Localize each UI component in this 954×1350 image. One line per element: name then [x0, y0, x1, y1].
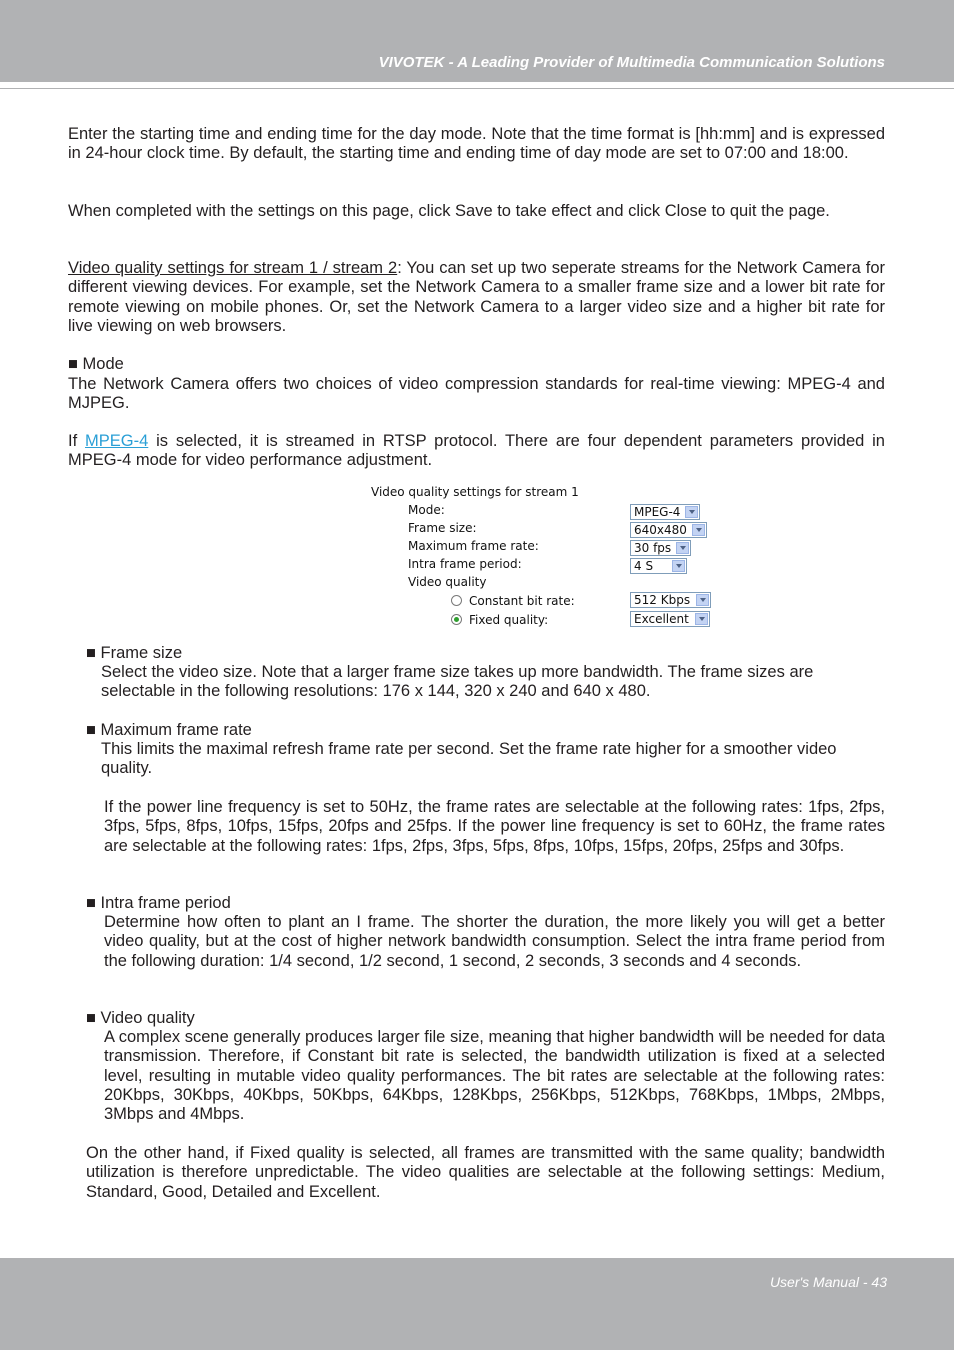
video-quality-label: Video quality: [408, 575, 487, 589]
mode-select-value: MPEG-4: [634, 505, 681, 519]
chevron-down-icon: [696, 594, 709, 606]
page-number: User's Manual - 43: [769, 1274, 887, 1290]
video-quality-settings-panel: [368, 482, 718, 632]
intra-frame-period-select[interactable]: [630, 558, 687, 574]
mpeg4-link[interactable]: MPEG-4: [85, 432, 149, 450]
max-frame-rate-heading: ■ Maximum frame rate: [86, 721, 252, 739]
cbr-select[interactable]: [630, 592, 711, 608]
intra-frame-period-label: Intra frame period:: [408, 557, 522, 571]
mode-description: The Network Camera offers two choices of video compression standards for real-time viewing: MPEG-4 and MJPEG.: [68, 375, 885, 413]
mode-heading: ■ Mode: [68, 355, 124, 373]
frame-size-heading: ■ Frame size: [86, 644, 183, 662]
intra-frame-description: Determine how often to plant an I frame. The shorter the duration, the more likely you will get a better video quality, but at the cost of higher network bandwidth consumption. Select the intra frame period from the following duration: 1/4 second, 1/2 second, 1 second, 2 seconds, 3 seconds and 4 seconds.: [104, 913, 885, 970]
max-frame-rate-select[interactable]: [630, 540, 691, 556]
mpeg4-paragraph: [68, 432, 885, 471]
fixed-quality-paragraph: On the other hand, if Fixed quality is selected, all frames are transmitted with the same quality; bandwidth utilization is therefore unpredictable. The video qualities are selectable at the following settings: Medium, Standard, Good, Detailed and Excellent.: [86, 1144, 885, 1201]
max-frame-rate-select-value: 30 fps: [634, 541, 672, 555]
chevron-down-icon: [672, 560, 685, 572]
cbr-select-value: 512 Kbps: [634, 593, 691, 607]
mpeg4-text: is selected, it is streamed in RTSP protocol. There are four dependent parameters provided in MPEG-4 mode for video performance adjustment.: [68, 432, 885, 470]
power-line-frequency-paragraph: If the power line frequency is set to 50Hz, the frame rates are selectable at the following rates: 1fps, 2fps, 3fps, 5fps, 8fps, 10fps, 15fps, 20fps and 25fps. If the power line frequency is set to 60Hz, the frame rates are selectable at the following rates: 1fps, 2fps, 3fps, 5fps, 8fps, 10fps, 15fps, 20fps, 25fps and 30fps.: [104, 798, 885, 855]
frame-size-select-value: 640x480: [634, 523, 687, 537]
settings-title: Video quality settings for stream 1: [371, 485, 579, 499]
intra-frame-heading: ■ Intra frame period: [86, 894, 231, 912]
video-quality-description: A complex scene generally produces larger file size, meaning that higher bandwidth will be needed for data transmission. Therefore, if Constant bit rate is selected, the bandwidth utilization is fixed at a selected level, resulting in mutable video quality performances. The bit rates are selectable at the following rates: 20Kbps, 30Kbps, 40Kbps, 50Kbps, 64Kbps, 128Kbps, 256Kbps, 512Kbps, 768Kbps, 1Mbps, 2Mbps, 3Mbps and 4Mbps.: [104, 1028, 885, 1124]
header-title: VIVOTEK - A Leading Provider of Multimedia Communication Solutions: [378, 54, 885, 71]
max-frame-rate-description: This limits the maximal refresh frame rate per second. Set the frame rate higher for a smoother video quality.: [101, 740, 837, 778]
video-quality-heading: ■ Video quality: [86, 1009, 195, 1027]
intra-frame-period-select-value: 4 S: [634, 559, 654, 573]
fixed-quality-label: Fixed quality:: [469, 613, 549, 627]
video-quality-section-title: Video quality settings for stream 1 / stream 2: [68, 259, 398, 277]
video-quality-intro-text: : You can set up two seperate streams for the Network Camera for different viewing devices. For example, set the Network Camera to a smaller frame size and a lower bit rate for remote viewing on mobile phones. Or, set the Network Camera to a larger video size and a higher bit rate for live viewing on web browsers.: [68, 259, 885, 335]
frame-size-select[interactable]: [630, 522, 707, 538]
fixed-quality-radio[interactable]: [451, 614, 462, 625]
cbr-radio[interactable]: [451, 595, 462, 606]
page-header: [0, 0, 954, 82]
header-divider: [0, 88, 954, 89]
frame-size-label: Frame size:: [408, 521, 477, 535]
chevron-down-icon: [676, 542, 689, 554]
chevron-down-icon: [695, 613, 708, 625]
fixed-quality-select[interactable]: [630, 611, 710, 627]
frame-size-description: Select the video size. Note that a larger frame size takes up more bandwidth. The frame sizes are selectable in the following resolutions: 176 x 144, 320 x 240 and 640 x 480.: [101, 663, 814, 701]
max-frame-rate-label: Maximum frame rate:: [408, 539, 539, 553]
cbr-label: Constant bit rate:: [469, 594, 575, 608]
mode-label: Mode:: [408, 503, 445, 517]
chevron-down-icon: [685, 506, 698, 518]
chevron-down-icon: [692, 524, 705, 536]
video-quality-intro-paragraph: [68, 259, 885, 336]
save-close-paragraph: When completed with the settings on this page, click Save to take effect and click Close to quit the page.: [68, 202, 830, 220]
mpeg4-prefix: If: [68, 432, 86, 450]
page-footer: [0, 1258, 954, 1350]
fixed-quality-select-value: Excellent: [634, 612, 689, 626]
day-mode-paragraph: Enter the starting time and ending time for the day mode. Note that the time format is [hh:mm] and is expressed in 24-hour clock time. By default, the starting time and ending time of day mode are set to 07:00 and 18:00.: [68, 125, 885, 163]
mode-select[interactable]: [630, 504, 700, 520]
